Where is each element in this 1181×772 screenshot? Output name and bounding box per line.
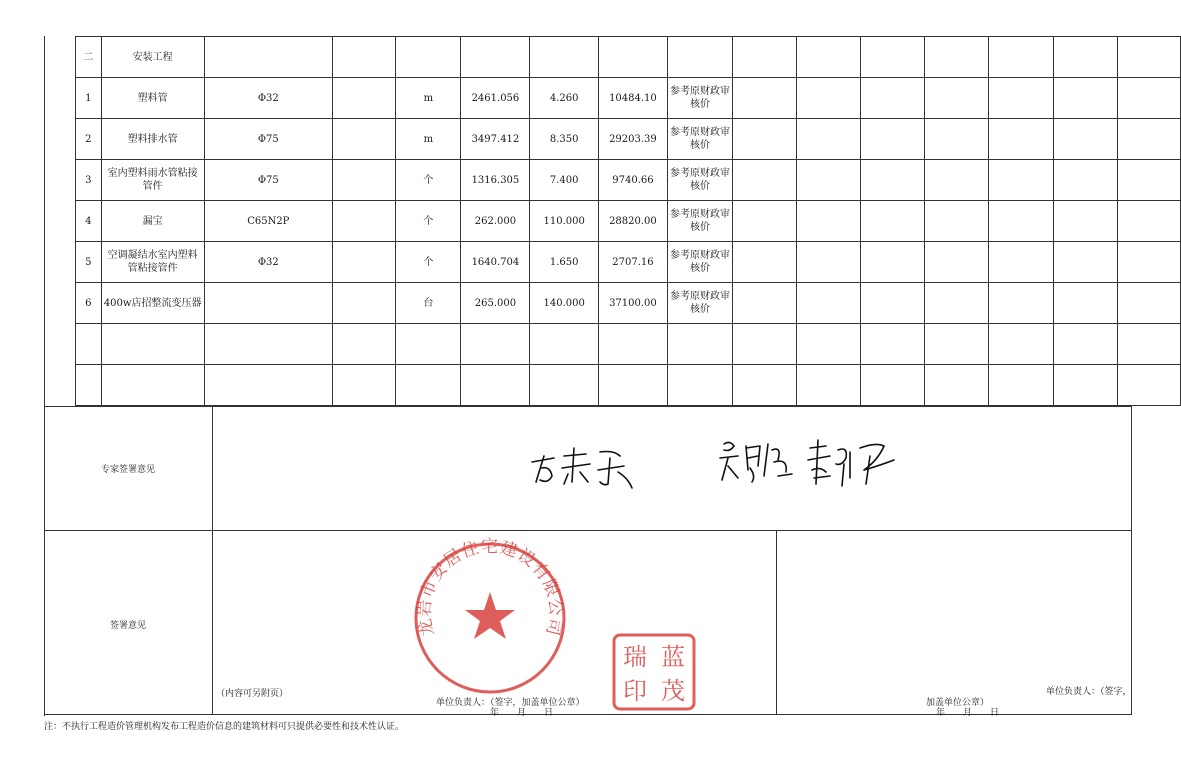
svg-text:瑞: 瑞 <box>623 643 647 671</box>
right-seal-label: 加盖单位公章） <box>926 698 990 708</box>
row-no: 6 <box>76 283 102 324</box>
row-price: 4.260 <box>530 78 598 119</box>
sign-top-line <box>44 530 1131 531</box>
sign-label: 签署意见 <box>109 621 146 631</box>
row-no: 5 <box>76 242 102 283</box>
row-name: 塑料排水管 <box>101 119 204 160</box>
row-amount: 9740.66 <box>598 160 667 201</box>
row-spec: C65N2P <box>204 201 333 242</box>
row-no: 3 <box>76 160 102 201</box>
row-no: 2 <box>76 119 102 160</box>
row-qty: 1640.704 <box>461 242 530 283</box>
row-name: 塑料管 <box>101 78 204 119</box>
right-person-label: 单位负责人：（签字， <box>1046 687 1132 697</box>
svg-text:印: 印 <box>623 677 647 705</box>
row-remark: 参考原财政审核价 <box>667 283 732 324</box>
row-amount: 10484.10 <box>598 78 667 119</box>
table-row <box>76 119 1181 160</box>
section-name: 安装工程 <box>101 37 204 78</box>
expert-signature-1 <box>528 442 648 494</box>
svg-text:茂: 茂 <box>661 677 685 705</box>
cost-table <box>75 36 1181 406</box>
table-row <box>76 283 1181 324</box>
left-person-label: 单位负责人：（签字，加盖单位公章） <box>436 698 585 708</box>
row-remark: 参考原财政审核价 <box>667 201 732 242</box>
row-name: 室内塑料雨水管粘接管件 <box>101 160 204 201</box>
company-round-seal <box>410 530 570 702</box>
expert-label: 专家签署意见 <box>100 465 155 475</box>
section-row <box>76 37 1181 78</box>
row-unit: 个 <box>396 242 461 283</box>
row-remark: 参考原财政审核价 <box>667 78 732 119</box>
empty-row <box>76 324 1181 365</box>
row-remark: 参考原财政审核价 <box>667 242 732 283</box>
row-price: 110.000 <box>530 201 598 242</box>
row-unit: 台 <box>396 283 461 324</box>
personal-square-seal <box>612 633 696 711</box>
expert-signature-2 <box>716 436 796 488</box>
row-price: 7.400 <box>530 160 598 201</box>
table-row <box>76 201 1181 242</box>
row-unit: m <box>396 119 461 160</box>
table-row <box>76 242 1181 283</box>
label-divider-line <box>212 406 213 715</box>
row-spec <box>204 283 333 324</box>
row-amount: 37100.00 <box>598 283 667 324</box>
row-spec: Φ75 <box>204 160 333 201</box>
row-spec: Φ32 <box>204 78 333 119</box>
row-spec: Φ32 <box>204 242 333 283</box>
row-spec: Φ75 <box>204 119 333 160</box>
svg-text:蓝: 蓝 <box>661 643 685 671</box>
row-unit: 个 <box>396 201 461 242</box>
empty-row <box>76 365 1181 406</box>
table-row <box>76 78 1181 119</box>
table-row <box>76 160 1181 201</box>
row-unit: 个 <box>396 160 461 201</box>
footnote: 注：不执行工程造价管理机构发布工程造价信息的建筑材料可只提供必要性和技术性认证。 <box>44 722 405 732</box>
attach-note: （内容可另附页） <box>216 689 289 699</box>
row-remark: 参考原财政审核价 <box>667 119 732 160</box>
right-date-label: 年 月 日 <box>936 708 1000 718</box>
left-date-label: 年 月 日 <box>490 708 554 718</box>
row-qty: 265.000 <box>461 283 530 324</box>
row-remark: 参考原财政审核价 <box>667 160 732 201</box>
row-unit: m <box>396 78 461 119</box>
row-name: 空调凝结水室内塑料管粘接管件 <box>101 242 204 283</box>
row-amount: 29203.39 <box>598 119 667 160</box>
row-price: 8.350 <box>530 119 598 160</box>
row-qty: 3497.412 <box>461 119 530 160</box>
row-name: 漏宝 <box>101 201 204 242</box>
row-no: 1 <box>76 78 102 119</box>
section-index: 二 <box>76 37 102 78</box>
right-line <box>1131 406 1132 715</box>
row-price: 1.650 <box>530 242 598 283</box>
expert-signature-3 <box>804 436 900 492</box>
left-border-line <box>44 36 45 716</box>
row-qty: 2461.056 <box>461 78 530 119</box>
row-price: 140.000 <box>530 283 598 324</box>
svg-text:龙岩市安居住宅建设有限公司: 龙岩市安居住宅建设有限公司 <box>414 537 566 639</box>
row-no: 4 <box>76 201 102 242</box>
row-qty: 262.000 <box>461 201 530 242</box>
row-amount: 2707.16 <box>598 242 667 283</box>
row-amount: 28820.00 <box>598 201 667 242</box>
row-name: 400w店招整流变压器 <box>101 283 204 324</box>
sign-divider-line <box>776 530 777 715</box>
row-qty: 1316.305 <box>461 160 530 201</box>
expert-top-line <box>44 406 1131 407</box>
